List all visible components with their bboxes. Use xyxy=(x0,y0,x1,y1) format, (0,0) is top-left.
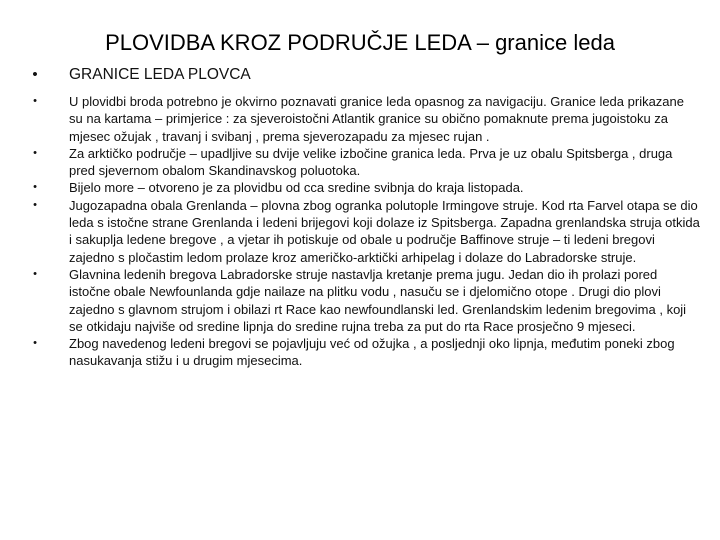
bullet-icon: • xyxy=(33,198,37,211)
list-item-text: Glavnina ledenih bregova Labradorske struje nastavlja kretanje prema jugu. Jedan dio ih prolazi pored istočne obale Newfounlanda gdje nailaze na plitku vodu , nasuču se i djelomično otope . Drugi dio plovi zajedno s glavnom strujom i obilazi rt Race kao newfoundlanski led. Grenlandskim ledenim bregovima , koji se otkidaju najviše od sredine lipnja do sredine rujna treba za put do rta Race prosječno 9 mjeseci. xyxy=(69,266,687,334)
bullet-icon: • xyxy=(33,181,37,194)
list-item-heading xyxy=(30,64,700,86)
list-item-text: GRANICE LEDA PLOVCA xyxy=(69,66,251,83)
bullet-icon: • xyxy=(33,267,37,280)
list-item xyxy=(30,93,700,145)
list-item-text: Za arktičko područje – upadljive su dvije velike izbočine granica leda. Prva je uz obalu Spitsberga , druga pred sjevernom obalom Skandinavskog poluotoka. xyxy=(69,145,673,179)
slide-title: PLOVIDBA KROZ PODRUČJE LEDA – granice leda xyxy=(105,30,615,55)
list-item xyxy=(30,197,700,266)
list-item-text: Zbog navedenog ledeni bregovi se pojavljuju već od ožujka , a posljednji oko lipnja, međutim poneki zbog nasukavanja stižu i u drugim mjesecima. xyxy=(69,336,675,369)
list-item xyxy=(30,179,700,196)
bullet-icon: • xyxy=(33,95,37,107)
bullet-icon: • xyxy=(32,66,38,83)
list-item-text: Bijelo more – otvoreno je za plovidbu od cca sredine svibnja do kraja listopada. xyxy=(69,180,524,196)
list-item xyxy=(30,145,700,180)
list-item-text: U plovidbi broda potrebno je okvirno poznavati granice leda opasnog za navigaciju. Granice leda prikazane su na kartama – primjerice : za sjeveroistočni Atlantik granice su obično pomaknute prema jugoistoku za mjesec ožujak , travanj i svibanj , prema sjeverozapadu za mjesec rujan . xyxy=(69,94,684,144)
bullet-list xyxy=(30,64,700,370)
list-item xyxy=(30,335,700,370)
bullet-icon: • xyxy=(33,337,37,350)
list-item xyxy=(30,266,700,335)
list-item-text: Jugozapadna obala Grenlanda – plovna zbog ogranka polutople Irmingove struje. Kod rta Farvel otapa se dio leda s istočne strane Grenlanda i ledeni brijegovi koji dolaze iz Spitsberga. Zapadna grenlandska struja otkida i sakuplja ledene bregove , a vjetar ih potiskuje od obale u područje Baffinove struje – ti ledeni bregovi zajedno s pločastim ledom prolaze kroz američko-arktički arhipelag i dolaze do Labradorske struje. xyxy=(69,197,700,265)
bullet-icon: • xyxy=(33,146,37,159)
